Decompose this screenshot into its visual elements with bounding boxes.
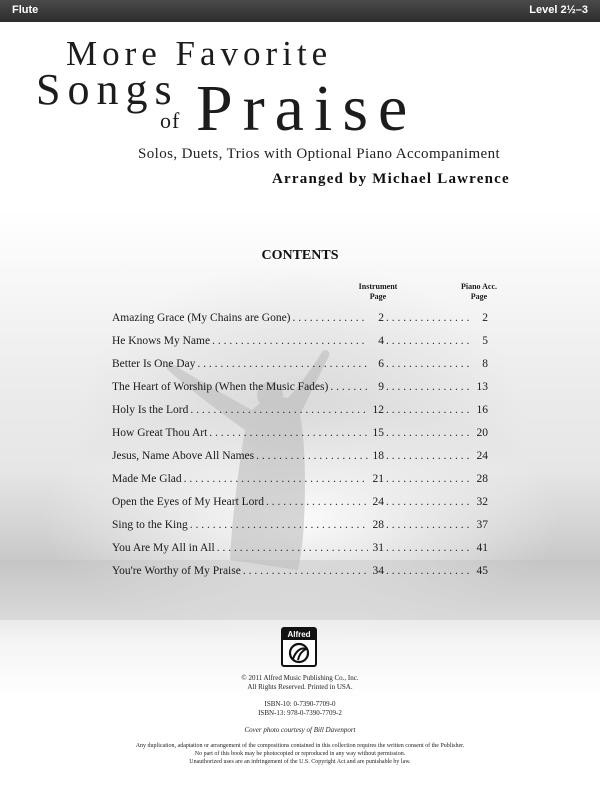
dot-leader — [190, 404, 368, 416]
piano-page-number: 2 — [482, 312, 488, 324]
song-title: Open the Eyes of My Heart Lord — [112, 496, 265, 508]
isbn-10: ISBN-10: 0-7390-7709-0 — [264, 700, 336, 708]
song-title: You're Worthy of My Praise — [112, 565, 241, 577]
piano-page-number: 24 — [476, 450, 488, 462]
column-header-instrument: Instrument — [358, 282, 398, 291]
legal-notice-2: No part of this book may be photocopied or reproduced in any way without permission. — [194, 751, 406, 757]
piano-page-number: 37 — [476, 519, 488, 531]
instrument-page-number: 18 — [372, 450, 384, 462]
toc-row — [112, 565, 488, 588]
piano-page-number: 45 — [476, 565, 488, 577]
toc-row — [112, 450, 488, 473]
dot-leader — [386, 519, 472, 531]
alfred-logo — [281, 627, 317, 667]
piano-page-number: 32 — [476, 496, 488, 508]
instrument-page-number: 24 — [372, 496, 384, 508]
dot-leader — [293, 312, 368, 324]
dot-leader — [184, 473, 368, 485]
dot-leader — [386, 335, 472, 347]
toc-row — [112, 427, 488, 450]
contents-heading: CONTENTS — [261, 248, 339, 263]
piano-page-number: 8 — [482, 358, 488, 370]
dot-leader — [386, 542, 472, 554]
piano-page-number: 16 — [476, 404, 488, 416]
toc-row — [112, 542, 488, 565]
dot-leader — [212, 335, 368, 347]
dot-leader — [330, 381, 368, 393]
title-word-praise: Praise — [196, 72, 418, 145]
column-header-instrument-page — [343, 282, 413, 302]
instrument-page-number: 9 — [378, 381, 384, 393]
instrument-page-number: 34 — [372, 565, 384, 577]
column-header-piano-sub: Page — [470, 292, 488, 301]
column-header-instrument-sub: Page — [369, 292, 387, 301]
dot-leader — [386, 427, 472, 439]
dot-leader — [217, 542, 368, 554]
copyright-notice: © 2011 Alfred Music Publishing Co., Inc. — [241, 674, 359, 682]
title-line-more-favorite: More Favorite — [66, 34, 333, 73]
song-title: Amazing Grace (My Chains are Gone) — [112, 312, 291, 324]
piano-page-number: 5 — [482, 335, 488, 347]
dot-leader — [197, 358, 368, 370]
dot-leader — [386, 450, 472, 462]
instrument-page-number: 6 — [378, 358, 384, 370]
instrument-page-number: 12 — [372, 404, 384, 416]
piano-page-number: 20 — [476, 427, 488, 439]
piano-page-number: 28 — [476, 473, 488, 485]
instrument-page-number: 4 — [378, 335, 384, 347]
legal-notice-3: Unauthorized uses are an infringement of the U.S. Copyright Act and are punishable by law. — [189, 759, 411, 765]
song-title: He Knows My Name — [112, 335, 211, 347]
dot-leader — [256, 450, 368, 462]
dot-leader — [386, 312, 472, 324]
song-title: Better Is One Day — [112, 358, 196, 370]
column-header-piano: Piano Acc. — [461, 282, 497, 291]
subtitle: Solos, Duets, Trios with Optional Piano Accompaniment — [138, 146, 501, 162]
piano-page-number: 13 — [476, 381, 488, 393]
dot-leader — [386, 404, 472, 416]
dot-leader — [266, 496, 368, 508]
dot-leader — [386, 358, 472, 370]
toc-row — [112, 496, 488, 519]
toc-row — [112, 473, 488, 496]
toc-row — [112, 312, 488, 335]
alfred-logo-icon — [287, 642, 311, 664]
alfred-logo-text: Alfred — [283, 629, 315, 640]
title-line-songs: Songs — [36, 65, 179, 114]
song-title: You Are My All in All — [112, 542, 215, 554]
table-of-contents — [112, 312, 488, 588]
instrument-page-number: 31 — [372, 542, 384, 554]
song-title: How Great Thou Art — [112, 427, 208, 439]
dot-leader — [386, 496, 472, 508]
instrument-page-number: 28 — [372, 519, 384, 531]
song-title: Jesus, Name Above All Names — [112, 450, 255, 462]
toc-row — [112, 519, 488, 542]
instrument-page-number: 21 — [372, 473, 384, 485]
level-label: Level 2½–3 — [529, 4, 588, 16]
dot-leader — [386, 381, 472, 393]
legal-notice-1: Any duplication, adaptation or arrangement of the compositions contained in this collection requires the written consent of the Publisher. — [135, 743, 465, 749]
title-word-of: of — [160, 108, 181, 133]
instrument-page-number: 15 — [372, 427, 384, 439]
dot-leader — [386, 565, 472, 577]
dot-leader — [190, 519, 368, 531]
dot-leader — [386, 473, 472, 485]
arranger-credit: Arranged by Michael Lawrence — [272, 171, 510, 187]
rights-notice: All Rights Reserved. Printed in USA. — [247, 683, 353, 691]
toc-row — [112, 335, 488, 358]
isbn-13: ISBN-13: 978-0-7390-7709-2 — [258, 709, 342, 717]
dot-leader — [209, 427, 368, 439]
song-title: Sing to the King — [112, 519, 188, 531]
toc-row — [112, 381, 488, 404]
song-title: Holy Is the Lord — [112, 404, 189, 416]
song-title: The Heart of Worship (When the Music Fades) — [112, 381, 329, 393]
piano-page-number: 41 — [476, 542, 488, 554]
song-title: Made Me Glad — [112, 473, 182, 485]
column-header-piano-page — [444, 282, 514, 302]
toc-row — [112, 404, 488, 427]
toc-row — [112, 358, 488, 381]
instrument-page-number: 2 — [378, 312, 384, 324]
photo-credit: Cover photo courtesy of Bill Davenport — [244, 726, 356, 734]
dot-leader — [243, 565, 368, 577]
instrument-label: Flute — [12, 4, 39, 16]
